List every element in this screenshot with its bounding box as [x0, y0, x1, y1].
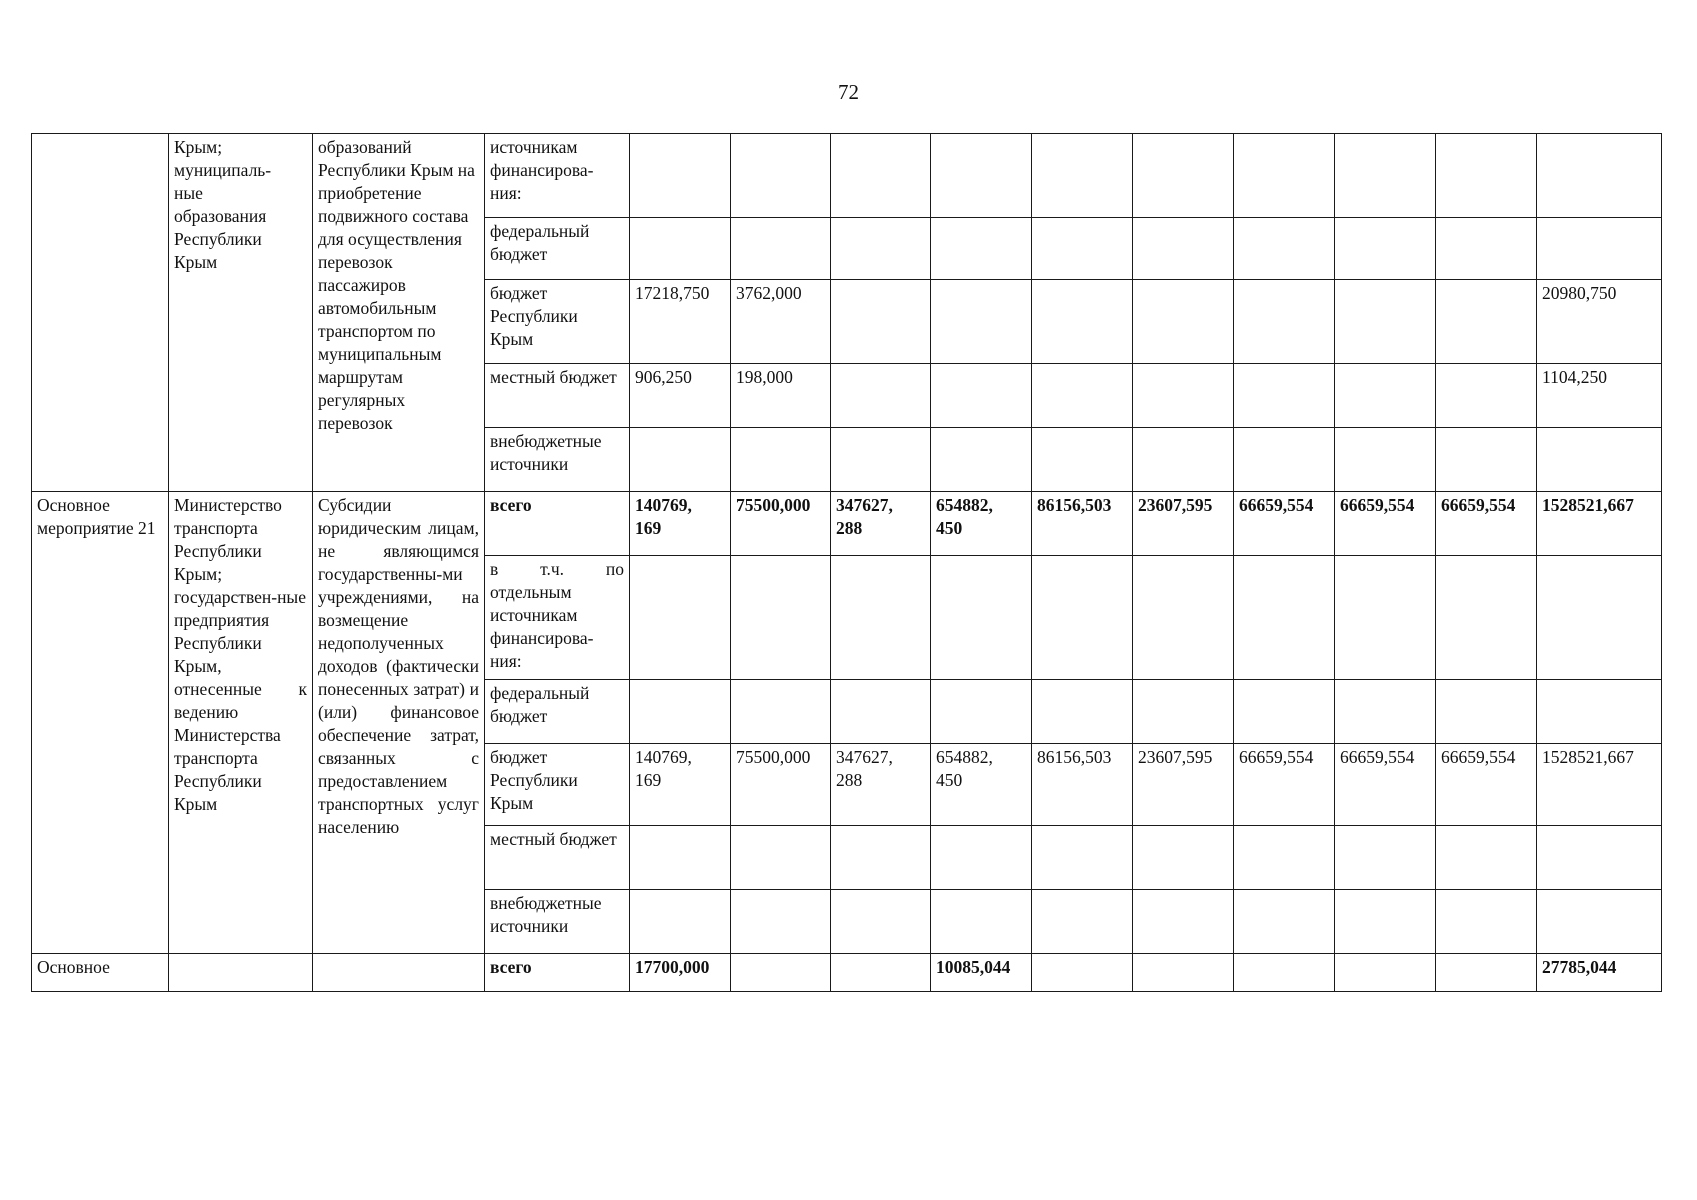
source-cell: местный бюджет — [485, 826, 630, 890]
value-cell — [731, 680, 831, 744]
value-cell — [1133, 428, 1234, 492]
value-cell — [731, 954, 831, 992]
source-cell: бюджет Республики Крым — [485, 280, 630, 364]
description-cell: Субсидии юридическим лицам, не являющимся государственны-ми учреждениями, на возмещение недополученных доходов (фактически понесенных затрат) и (или) финансовое обеспечение затрат, связанных с предоставлением транспортных услуг населению — [313, 492, 485, 954]
value-cell — [1234, 134, 1335, 218]
value-cell — [630, 134, 731, 218]
value-cell: 66659,554 — [1234, 492, 1335, 556]
source-cell: всего — [485, 492, 630, 556]
value-cell: 10085,044 — [931, 954, 1032, 992]
source-cell: всего — [485, 954, 630, 992]
value-cell — [831, 218, 931, 280]
value-cell — [1436, 680, 1537, 744]
value-cell: 1104,250 — [1537, 364, 1662, 428]
value-cell — [1133, 826, 1234, 890]
value-cell — [831, 890, 931, 954]
value-cell: 20980,750 — [1537, 280, 1662, 364]
value-cell — [1234, 890, 1335, 954]
value-cell — [630, 556, 731, 680]
value-cell — [1133, 280, 1234, 364]
value-cell — [1436, 428, 1537, 492]
value-cell — [831, 556, 931, 680]
value-cell: 198,000 — [731, 364, 831, 428]
value-cell: 1528521,667 — [1537, 744, 1662, 826]
value-cell — [1032, 556, 1133, 680]
description-cell — [313, 954, 485, 992]
value-cell — [1436, 218, 1537, 280]
source-cell: источникам финансирова-ния: — [485, 134, 630, 218]
value-cell — [1234, 218, 1335, 280]
value-cell — [931, 134, 1032, 218]
value-cell — [1335, 556, 1436, 680]
value-cell — [1537, 218, 1662, 280]
value-cell — [731, 134, 831, 218]
value-cell — [1032, 364, 1133, 428]
value-cell — [1032, 134, 1133, 218]
value-cell: 347627, 288 — [831, 744, 931, 826]
value-cell — [1032, 218, 1133, 280]
source-cell: в т.ч. по отдельным источникам финансирова-ния: — [485, 556, 630, 680]
executor-cell — [169, 954, 313, 992]
value-cell: 86156,503 — [1032, 492, 1133, 556]
value-cell — [1234, 428, 1335, 492]
value-cell — [630, 680, 731, 744]
value-cell — [1032, 280, 1133, 364]
value-cell — [1032, 826, 1133, 890]
budget-table — [31, 133, 1662, 992]
value-cell — [1335, 890, 1436, 954]
value-cell: 66659,554 — [1436, 492, 1537, 556]
value-cell — [1032, 680, 1133, 744]
value-cell — [731, 890, 831, 954]
value-cell — [931, 556, 1032, 680]
value-cell — [931, 428, 1032, 492]
value-cell — [1335, 364, 1436, 428]
value-cell — [731, 218, 831, 280]
value-cell — [1032, 954, 1133, 992]
value-cell — [1234, 826, 1335, 890]
value-cell: 17218,750 — [630, 280, 731, 364]
value-cell — [630, 890, 731, 954]
value-cell — [1335, 218, 1436, 280]
value-cell — [731, 826, 831, 890]
value-cell: 23607,595 — [1133, 744, 1234, 826]
value-cell: 140769, 169 — [630, 492, 731, 556]
executor-cell: Министерство транспорта Республики Крым; государствен-ные предприятия Республики Крым, отнесенные к ведению Министерства транспорта Республики Крым — [169, 492, 313, 954]
value-cell — [1537, 428, 1662, 492]
value-cell — [1133, 556, 1234, 680]
value-cell — [1133, 954, 1234, 992]
value-cell — [1436, 134, 1537, 218]
value-cell — [831, 134, 931, 218]
value-cell — [1234, 280, 1335, 364]
value-cell — [731, 428, 831, 492]
value-cell — [1234, 680, 1335, 744]
value-cell — [931, 364, 1032, 428]
value-cell — [1133, 134, 1234, 218]
value-cell: 86156,503 — [1032, 744, 1133, 826]
value-cell — [1335, 826, 1436, 890]
value-cell — [1133, 680, 1234, 744]
value-cell — [1436, 556, 1537, 680]
value-cell — [1133, 218, 1234, 280]
value-cell — [1537, 556, 1662, 680]
value-cell: 1528521,667 — [1537, 492, 1662, 556]
value-cell — [831, 364, 931, 428]
value-cell — [1234, 556, 1335, 680]
value-cell — [1234, 954, 1335, 992]
source-cell: внебюджетные источники — [485, 890, 630, 954]
value-cell — [1436, 364, 1537, 428]
table-row — [32, 492, 1662, 556]
value-cell — [831, 280, 931, 364]
source-cell: внебюджетные источники — [485, 428, 630, 492]
value-cell — [1335, 680, 1436, 744]
value-cell — [1335, 954, 1436, 992]
value-cell — [931, 280, 1032, 364]
value-cell — [630, 826, 731, 890]
value-cell — [1032, 890, 1133, 954]
value-cell — [931, 218, 1032, 280]
value-cell — [1436, 954, 1537, 992]
value-cell — [831, 428, 931, 492]
value-cell — [1234, 364, 1335, 428]
value-cell — [931, 890, 1032, 954]
value-cell: 66659,554 — [1436, 744, 1537, 826]
value-cell: 140769, 169 — [630, 744, 731, 826]
value-cell — [1436, 826, 1537, 890]
value-cell — [931, 680, 1032, 744]
executor-cell: Крым; муниципаль- ные образования Республики Крым — [169, 134, 313, 492]
value-cell — [630, 218, 731, 280]
source-cell: местный бюджет — [485, 364, 630, 428]
value-cell — [831, 826, 931, 890]
value-cell — [1436, 280, 1537, 364]
value-cell — [831, 954, 931, 992]
value-cell: 3762,000 — [731, 280, 831, 364]
value-cell: 66659,554 — [1335, 492, 1436, 556]
table-body — [32, 134, 1662, 992]
value-cell: 66659,554 — [1234, 744, 1335, 826]
value-cell — [1335, 280, 1436, 364]
value-cell — [731, 556, 831, 680]
value-cell — [1133, 890, 1234, 954]
value-cell: 27785,044 — [1537, 954, 1662, 992]
value-cell — [1436, 890, 1537, 954]
value-cell — [1537, 680, 1662, 744]
event-cell: Основное — [32, 954, 169, 992]
value-cell: 75500,000 — [731, 492, 831, 556]
value-cell — [1537, 134, 1662, 218]
page-number: 72 — [838, 80, 859, 104]
value-cell — [1335, 428, 1436, 492]
event-cell: Основное мероприятие 21 — [32, 492, 169, 954]
value-cell: 347627, 288 — [831, 492, 931, 556]
value-cell: 654882, 450 — [931, 744, 1032, 826]
source-cell: бюджет Республики Крым — [485, 744, 630, 826]
value-cell: 906,250 — [630, 364, 731, 428]
description-cell: образований Республики Крым на приобретение подвижного состава для осуществления перевозок пассажиров автомобильным транспортом по муниципальным маршрутам регулярных перевозок — [313, 134, 485, 492]
value-cell — [1335, 134, 1436, 218]
value-cell — [630, 428, 731, 492]
source-cell: федеральный бюджет — [485, 680, 630, 744]
value-cell: 17700,000 — [630, 954, 731, 992]
value-cell: 654882, 450 — [931, 492, 1032, 556]
value-cell — [1537, 826, 1662, 890]
value-cell: 75500,000 — [731, 744, 831, 826]
value-cell — [1537, 890, 1662, 954]
source-cell: федеральный бюджет — [485, 218, 630, 280]
table-row — [32, 134, 1662, 218]
value-cell: 23607,595 — [1133, 492, 1234, 556]
value-cell — [831, 680, 931, 744]
value-cell — [931, 826, 1032, 890]
event-cell — [32, 134, 169, 492]
value-cell: 66659,554 — [1335, 744, 1436, 826]
table-row — [32, 954, 1662, 992]
value-cell — [1133, 364, 1234, 428]
value-cell — [1032, 428, 1133, 492]
